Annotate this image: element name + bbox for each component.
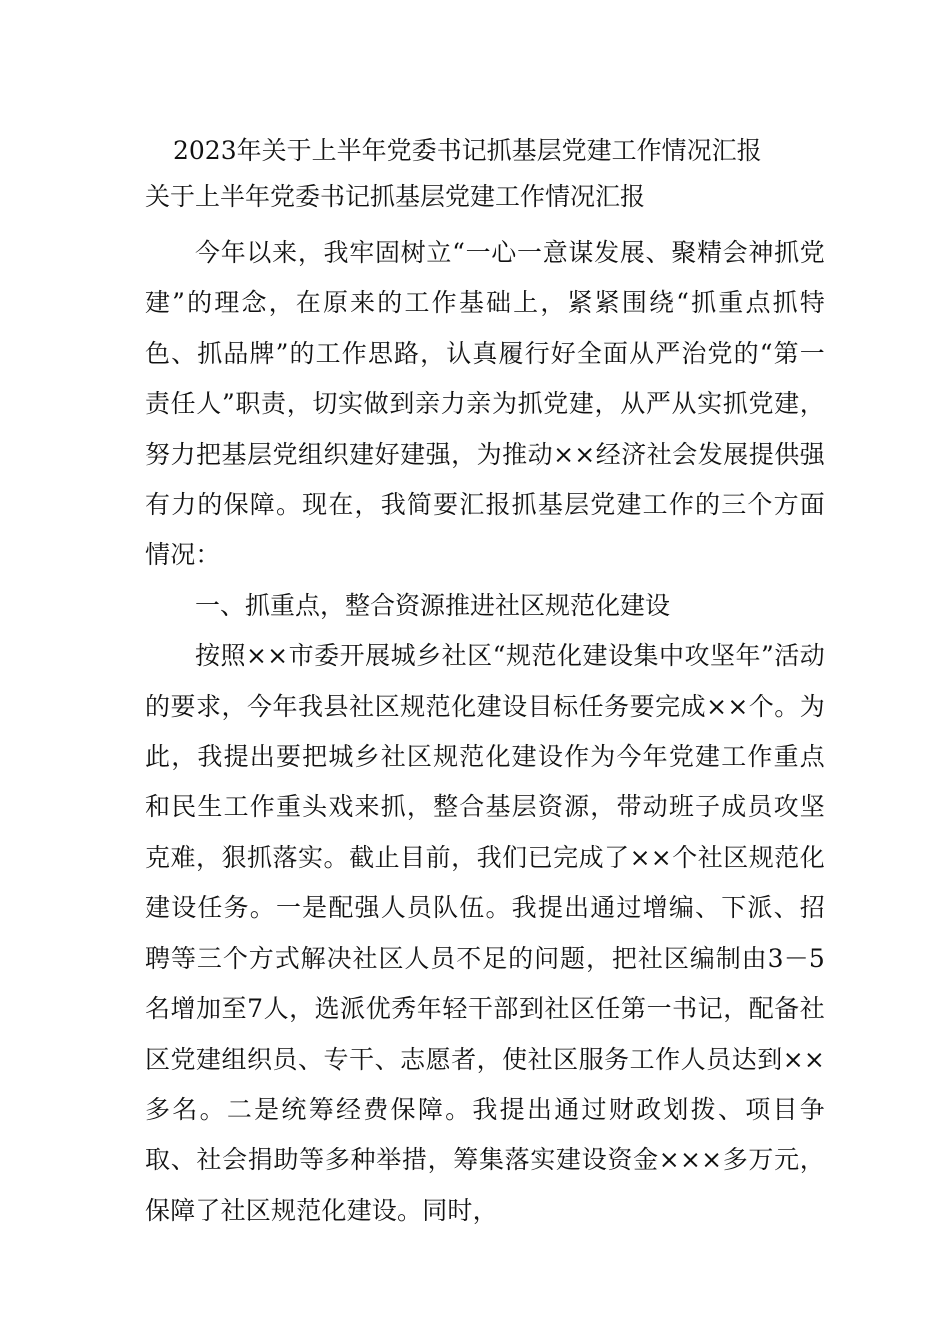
document-body [145, 128, 825, 1236]
document-subtitle: 关于上半年党委书记抓基层党建工作情况汇报 [145, 182, 646, 211]
intro-paragraph: 今年以来，我牢固树立“一心一意谋发展、聚精会神抓党建”的理念，在原来的工作基础上，紧紧围绕“抓重点抓特色、抓品牌”的工作思路，认真履行好全面从严治党的“第一责任人”职责，切实做到亲力亲为抓党建，从严从实抓党建，努力把基层党组织建好建强，为推动××经济社会发展提供强有力的保障。现在，我简要汇报抓基层党建工作的三个方面情况： [145, 238, 825, 570]
section-1-paragraph: 按照××市委开展城乡社区“规范化建设集中攻坚年”活动的要求，今年我县社区规范化建设目标任务要完成××个。为此，我提出要把城乡社区规范化建设作为今年党建工作重点和民生工作重头戏来抓，整合基层资源，带动班子成员攻坚克难，狠抓落实。截止目前，我们已完成了××个社区规范化建设任务。一是配强人员队伍。我提出通过增编、下派、招聘等三个方式解决社区人员不足的问题，把社区编制由3－5名增加至7人，选派优秀年轻干部到社区任第一书记，配备社区党建组织员、专干、志愿者，使社区服务工作人员达到××多名。二是统筹经费保障。我提出通过财政划拨、项目争取、社会捐助等多种举措，筹集落实建设资金×××多万元，保障了社区规范化建设。同时， [145, 641, 825, 1225]
section-1-heading: 一、抓重点，整合资源推进社区规范化建设 [195, 590, 671, 620]
document-title: 2023年关于上半年党委书记抓基层党建工作情况汇报 [173, 136, 762, 165]
